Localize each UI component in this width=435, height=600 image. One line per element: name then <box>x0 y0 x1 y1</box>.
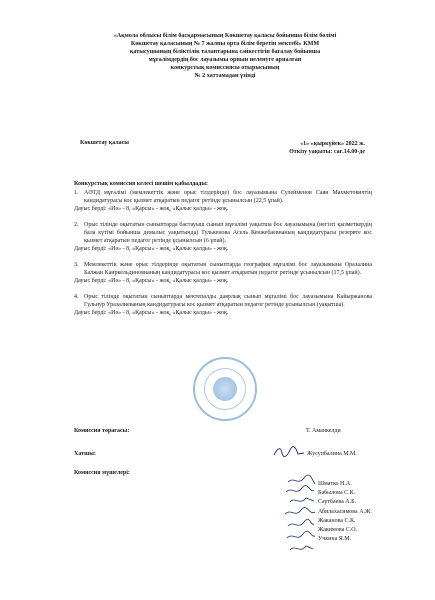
decision-item <box>74 189 372 205</box>
official-stamp <box>193 357 257 421</box>
vote-line: Дауыс берді: «Иә» - 8, «Қарсы» - жоқ, «Қалыс қалды» - жоқ. <box>74 278 229 284</box>
chair-label: Комиссия төрағасы: <box>74 428 130 434</box>
decision-item <box>74 293 372 309</box>
member-name: Саутбаева А.Б. <box>318 499 357 506</box>
item-number: 1. <box>74 190 79 196</box>
intro: Конкурстық комиссия келесі шешім қабылдады: <box>74 181 209 187</box>
secretary-label: Хатшы: <box>74 451 96 457</box>
secretary-signature-icon <box>272 444 306 460</box>
header-line-1: «Ақмола облысы білім басқармасының Көкшетау қаласы бойынша білім бөлімі <box>113 33 337 39</box>
item-text: АӘТД мұғалімі (мемлекеттік және орыс тілдерінде) бос лауазымына Сулейменов Саян Махметовичтің кандидатурасы кос қызмет атқаратын педагог ретінде ұсынылсын (22,5 ұпай). <box>84 190 372 204</box>
members-list <box>318 480 372 544</box>
item-number: 4. <box>74 294 79 300</box>
vote-line: Дауыс берді: «Иә» - 8, «Қарсы» - жоқ, «Қалыс қалды» - жоқ. <box>74 206 229 212</box>
member-name: Абильхасимова А.Ж. <box>318 508 372 515</box>
vote-line: Дауыс берді: «Иә» - 8, «Қарсы» - жоқ, «Қалыс қалды» - жоқ. <box>74 246 229 252</box>
header-line-5: конкурстық комиссиясы отырысының <box>170 65 280 72</box>
member-name: Учкина Я.М. <box>318 536 352 543</box>
vote-line: Дауыс берді: «Иә» - 8, «Қарсы» - жоқ, «Қалыс қалды» - жоқ. <box>74 310 229 316</box>
members-label: Комиссия мүшелері: <box>74 470 130 476</box>
member-name: Жакимова С.О. <box>318 527 358 534</box>
place: Көкшетау қаласы <box>80 140 129 146</box>
document-header <box>60 32 390 81</box>
date: «1» «қыркүйек» 2022 ж. <box>300 141 365 147</box>
date-block <box>289 140 365 156</box>
header-line-4: мұғалімдердің бос лауазымы орнын иеленуге арналған <box>148 57 302 64</box>
member-name: Бабылова С.К. <box>318 490 356 497</box>
header-line-6: № 2 хаттамадан үзінді <box>194 73 256 80</box>
member-name: Шматко Н.А. <box>318 481 352 487</box>
item-number: 2. <box>74 222 79 228</box>
item-text: Мемлекеттік және орыс тілдерінде оқытатын сыныптарда география мұғалімі бос лауазымына Оразалина Балжан Каиркельдиновнаның кандидатурасы кос қызмет атқаратын педагог ретінде ұсынылсын (17,5 ұпай). <box>84 262 372 276</box>
decision-body <box>74 180 372 325</box>
item-text: Орыс тілінде оқытатын сыныптарда мектепалды даярлық сынып мұғалімі бос лауазымына Кайыржанова Гульнур Уразалиеваның кандидатурасы кос қызмет атқаратын педагог ретінде ұсынылсын (уақытша). <box>84 294 372 308</box>
decision-item <box>74 261 372 277</box>
decision-item <box>74 221 372 245</box>
secretary-name: Жусупбалина М.М. <box>307 451 357 457</box>
item-text: Орыс тілінде оқытатын сыныптарда бастауыш сынып мұғалімі уақытша бос лауазымына (негізгі қызметкердің бала күтімі бойынша демалыс уақытында) Тулькенова Асель Кенжебаевнаның кандидатурасы резервте кос қызмет атқаратын педагог ретінде ұсынылсын (6 ұпай). <box>84 222 372 244</box>
item-number: 3. <box>74 262 79 268</box>
member-name: Жаканова С.К. <box>318 517 356 524</box>
header-line-3: қатысушының біліктілік талаптарына сәйкестігін бағалау бойынша <box>129 49 321 56</box>
time: Өткізу уақыты: сағ.14.00-де <box>289 149 365 155</box>
header-line-2: Көкшетау қаласының № 7 жалпы орта білім беретін мектебі» КММ <box>130 41 320 48</box>
emblem-icon <box>213 377 237 401</box>
chair-name: Т. Аманкелди <box>306 428 341 434</box>
members-signatures-icon <box>282 474 318 564</box>
